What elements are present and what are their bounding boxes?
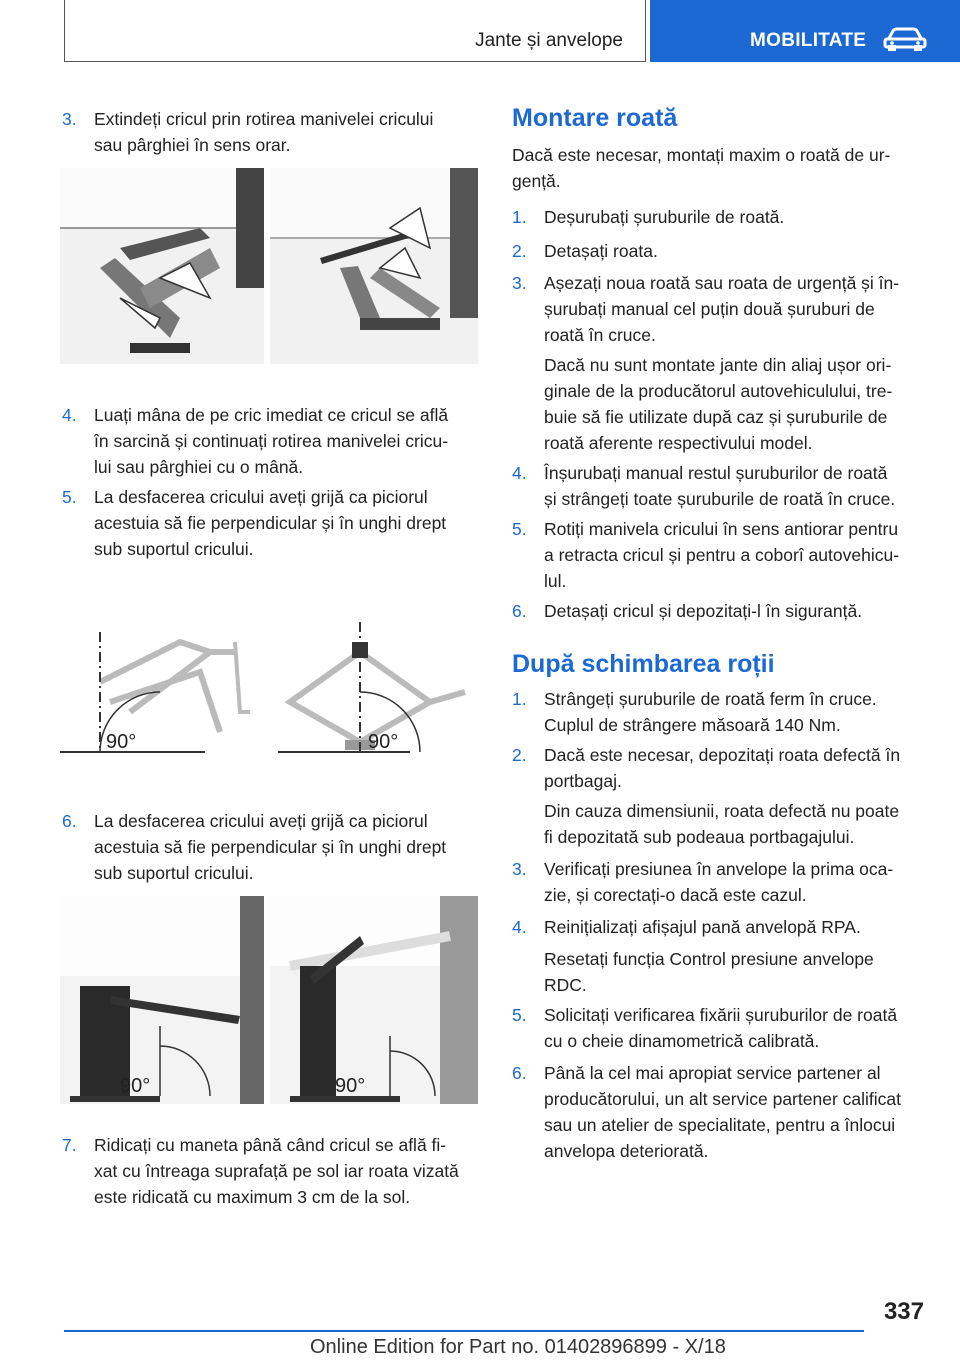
step-number: 3.	[512, 273, 527, 293]
angle-label-3: 90°	[120, 1075, 151, 1097]
step-number: 6.	[62, 811, 77, 831]
step-text: Reinițializați afișajul pană anvelopă RPA.	[544, 917, 861, 937]
right2-step-2	[512, 742, 932, 794]
step-text: Până la cel mai apropiat service partener al producătorului, un alt service partener calificat sau un atelier de specialitate, pentru a înlocui anvelopa deteriorată.	[544, 1063, 901, 1161]
right2-step-3	[512, 856, 932, 908]
step-number: 2.	[512, 241, 527, 261]
heading-montare-roata: Montare roată	[512, 104, 678, 132]
heading-dupa-schimbarea-rotii: După schimbarea roții	[512, 650, 775, 678]
header-chapter-tab[interactable]	[650, 0, 960, 62]
left-step-6	[62, 808, 482, 886]
angle-label-2: 90°	[368, 731, 399, 753]
step-text: Ridicați cu maneta până când cricul se află fi- xat cu întreaga suprafață pe sol iar roata vizată este ridicată cu maximum 3 cm de la sol.	[94, 1135, 459, 1207]
angle-label-1: 90°	[106, 731, 137, 753]
step-number: 6.	[512, 601, 527, 621]
angle-label-4: 90°	[335, 1075, 366, 1097]
step-text: Solicitați verificarea fixării șuruburilor de roată cu o cheie dinamometrică calibrată.	[544, 1005, 898, 1051]
right2-step-1	[512, 686, 932, 738]
left-step-4	[62, 402, 482, 480]
left-step-7	[62, 1132, 482, 1210]
step-2-note: Din cauza dimensiunii, roata defectă nu poate fi depozitată sub podeaua portbagajului.	[544, 801, 900, 847]
step-text: La desfacerea cricului aveți grijă ca piciorul acestuia să fie perpendicular și în unghi drept sub suportul cricului.	[94, 811, 447, 883]
step-number: 4.	[62, 405, 77, 425]
car-icon	[882, 26, 928, 52]
step-text: La desfacerea cricului aveți grijă ca piciorul acestuia să fie perpendicular și în unghi drept sub suportul cricului.	[94, 487, 447, 559]
right-step-2	[512, 238, 932, 264]
right-step-4	[512, 460, 932, 512]
step-text: Deșurubați șuruburile de roată.	[544, 207, 785, 227]
right-step-3	[512, 270, 932, 348]
step-number: 3.	[62, 109, 77, 129]
step-text: Înșurubați manual restul șuruburilor de roată și strângeți toate șuruburile de roată în cruce.	[544, 463, 896, 509]
step-text: Luați mâna de pe cric imediat ce cricul se află în sarcină și continuați rotirea manivelei cricu- lui sau pârghiei cu o mână.	[94, 405, 449, 477]
step-number: 5.	[512, 519, 527, 539]
step-number: 5.	[62, 487, 77, 507]
figure-jack-extend	[60, 168, 478, 364]
footer-divider	[64, 1330, 864, 1332]
header-chapter-label: MOBILITATE	[750, 30, 867, 51]
step-text: Strângeți șuruburile de roată ferm în cruce. Cuplul de strângere măsoară 140 Nm.	[544, 689, 877, 735]
right2-step-6	[512, 1060, 932, 1164]
right-step-5	[512, 516, 932, 594]
step-4-note: Resetați funcția Control presiune anvelope RDC.	[544, 949, 874, 995]
step-text: Rotiți manivela cricului în sens antiorar pentru a retracta cricul și pentru a coborî autovehicu- lul.	[544, 519, 900, 591]
step-number: 6.	[512, 1063, 527, 1083]
step-number: 7.	[62, 1135, 77, 1155]
page-number: 337	[883, 1298, 924, 1325]
step-number: 4.	[512, 463, 527, 483]
step-number: 5.	[512, 1005, 527, 1025]
step-text: Așezați noua roată sau roata de urgență și în- șurubați manual cel puțin două șuruburi de roată în cruce.	[544, 273, 900, 345]
right2-step-4	[512, 914, 932, 940]
step-text: Detașați roata.	[544, 241, 658, 261]
step-number: 1.	[512, 207, 527, 227]
figure-jack-90-degrees	[60, 612, 478, 768]
step-text: Verificați presiunea în anvelope la prima oca- zie, și corectați-o dacă este cazul.	[544, 859, 894, 905]
intro-paragraph: Dacă este necesar, montați maxim o roată de ur- gență.	[512, 145, 891, 191]
left-step-3	[62, 106, 482, 158]
left-step-5	[62, 484, 482, 562]
step-number: 2.	[512, 745, 527, 765]
header-section-box	[64, 0, 646, 62]
figure-jack-under-car	[60, 896, 478, 1104]
step-text: Dacă este necesar, depozitați roata defectă în portbagaj.	[544, 745, 901, 791]
step-number: 4.	[512, 917, 527, 937]
footer-edition: Online Edition for Part no. 01402896899 - X/18	[310, 1336, 726, 1358]
step-number: 3.	[512, 859, 527, 879]
header-section-title: Jante și anvelope	[475, 30, 623, 51]
step-3-note: Dacă nu sunt montate jante din aliaj ușor ori- ginale de la producătorul autovehiculului, tre- buie să fie utilizate după caz și șuruburile de roată aferente respectivului model.	[544, 355, 893, 453]
right2-step-5	[512, 1002, 932, 1054]
right-step-1	[512, 204, 932, 230]
step-text: Extindeți cricul prin rotirea manivelei cricului sau pârghiei în sens orar.	[94, 109, 434, 155]
step-number: 1.	[512, 689, 527, 709]
step-text: Detașați cricul și depozitați-l în siguranță.	[544, 601, 863, 621]
right-step-6	[512, 598, 932, 624]
